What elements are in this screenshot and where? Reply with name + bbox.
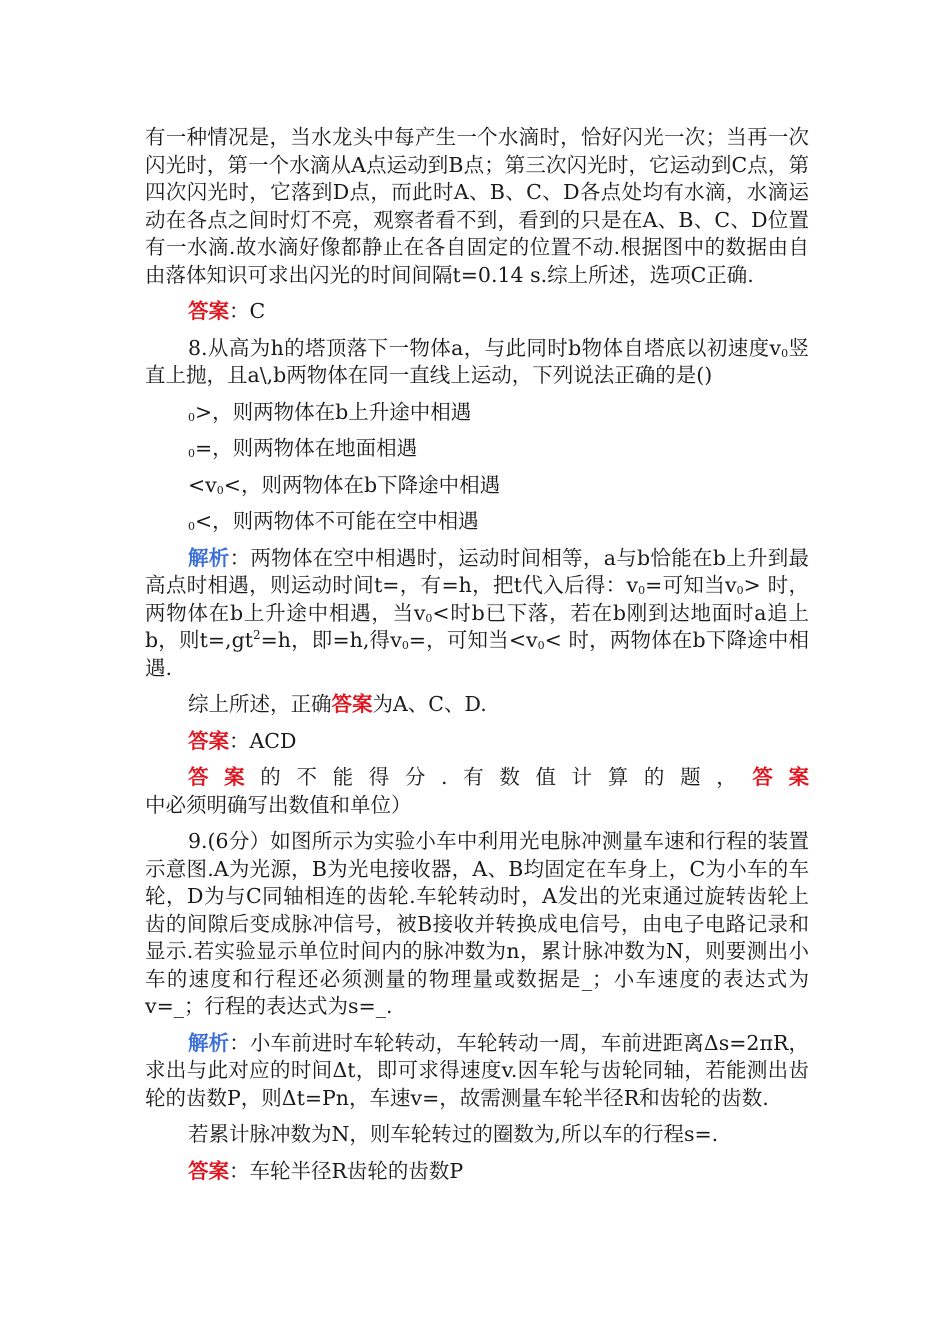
answer-value: ACD — [249, 728, 297, 753]
question-8: 8.从高为h的塔顶落下一物体a，与此同时b物体自塔底以初速度$v_0$竖直上抛，且a\,b两物体在同一直线上运动，下列说法正确的是() — [145, 335, 810, 387]
answer-label: 答案 — [188, 299, 229, 323]
paragraph-q7-analysis-cont: 有一种情况是，当水龙头中每产生一个水滴时，恰好闪光一次；当再一次闪光时，第一个水滴从A点运动到B点；第三次闪光时，它运动到C点，第四次闪光时，它落到D点，而此时A、B、C、D各点处均有水滴，水滴运动在各点之间时灯不亮，观察者看不到，看到的只是在A、B、C、D位置有一水滴.故水滴好像都静止在各自固定的位置不动.根据图中的数据由自由落体知识可求出闪光的时间间隔t=0.14 s.综上所述，选项C正确. — [145, 125, 809, 287]
answer-label: 答案 — [188, 1158, 229, 1183]
answer-label: 答案 — [188, 728, 229, 753]
option-c: $<v_0<$，则两物体在b下降途中相遇 — [188, 472, 501, 497]
analysis-label: 解析 — [188, 1030, 230, 1055]
option-d: $_0$<，则两物体不可能在空中相遇 — [188, 509, 479, 533]
option-b: $_0$=，则两物体在地面相遇 — [188, 436, 418, 460]
option-a: $_0$>，则两物体在b上升途中相遇 — [188, 399, 472, 424]
summary-q8: 综上所述，正确答案为A、C、D. — [188, 692, 487, 716]
analysis-q9: 解析：小车前进时车轮转动，车轮转动一周，车前进距离Δs=2πR，求出与此对应的时间Δt，即可求得速度v.因车轮与齿轮同轴，若能测出齿轮的齿数P，则Δt=Pn，车速v=，故需测量车轮半径R和齿轮的齿数. — [145, 1030, 810, 1110]
answer-value: C — [249, 299, 266, 323]
answer-q8: 答案：ACD — [188, 728, 297, 753]
answer-q7: 答案：C — [188, 299, 266, 323]
analysis-label: 解析 — [188, 545, 230, 570]
analysis-q9-extra: 若累计脉冲数为N，则车轮转过的圈数为,所以车的行程s=. — [188, 1122, 719, 1146]
question-9: 9.(6分）如图所示为实验小车中利用光电脉冲测量车速和行程的装置示意图.A为光源，B为光电接收器，A、B均固定在车身上，C为小车的车轮，D为与C同轴相连的齿轮.车轮转动时，A发出的光束通过旋转齿轮上齿的间隙后变成脉冲信号，被B接收并转换成电信号，由电子电路记录和显示.若实验显示单位时间内的脉冲数为n，累计脉冲数为N，则要测出小车的速度和行程还必须测量的物理量或数据是_；小车速度的表达式为v=_；行程的表达式为s=_. — [145, 829, 809, 1018]
document-page — [145, 124, 809, 1194]
scoring-note: 答案的不能得分.有数值计算的题，答案中必须明确写出数值和单位） — [145, 765, 810, 817]
analysis-q8: 解析：两物体在空中相遇时，运动时间相等，a与b恰能在b上升到最高点时相遇，则运动时间t=，有=h，把t代入后得：$v_0=$可知当$v_0>$ 时，两物体在b上升途中相遇，当$v_0<$时b已下落，若在b刚到达地面时a追上b，则$t=,gt^2=h$，即=h,得$v_0=$，可知当$<v_0<$ 时，两物体在b下降途中相遇. — [145, 545, 810, 680]
answer-q9: 答案：车轮半径R齿轮的齿数P — [188, 1158, 464, 1183]
answer-value: 车轮半径R齿轮的齿数P — [249, 1158, 464, 1183]
